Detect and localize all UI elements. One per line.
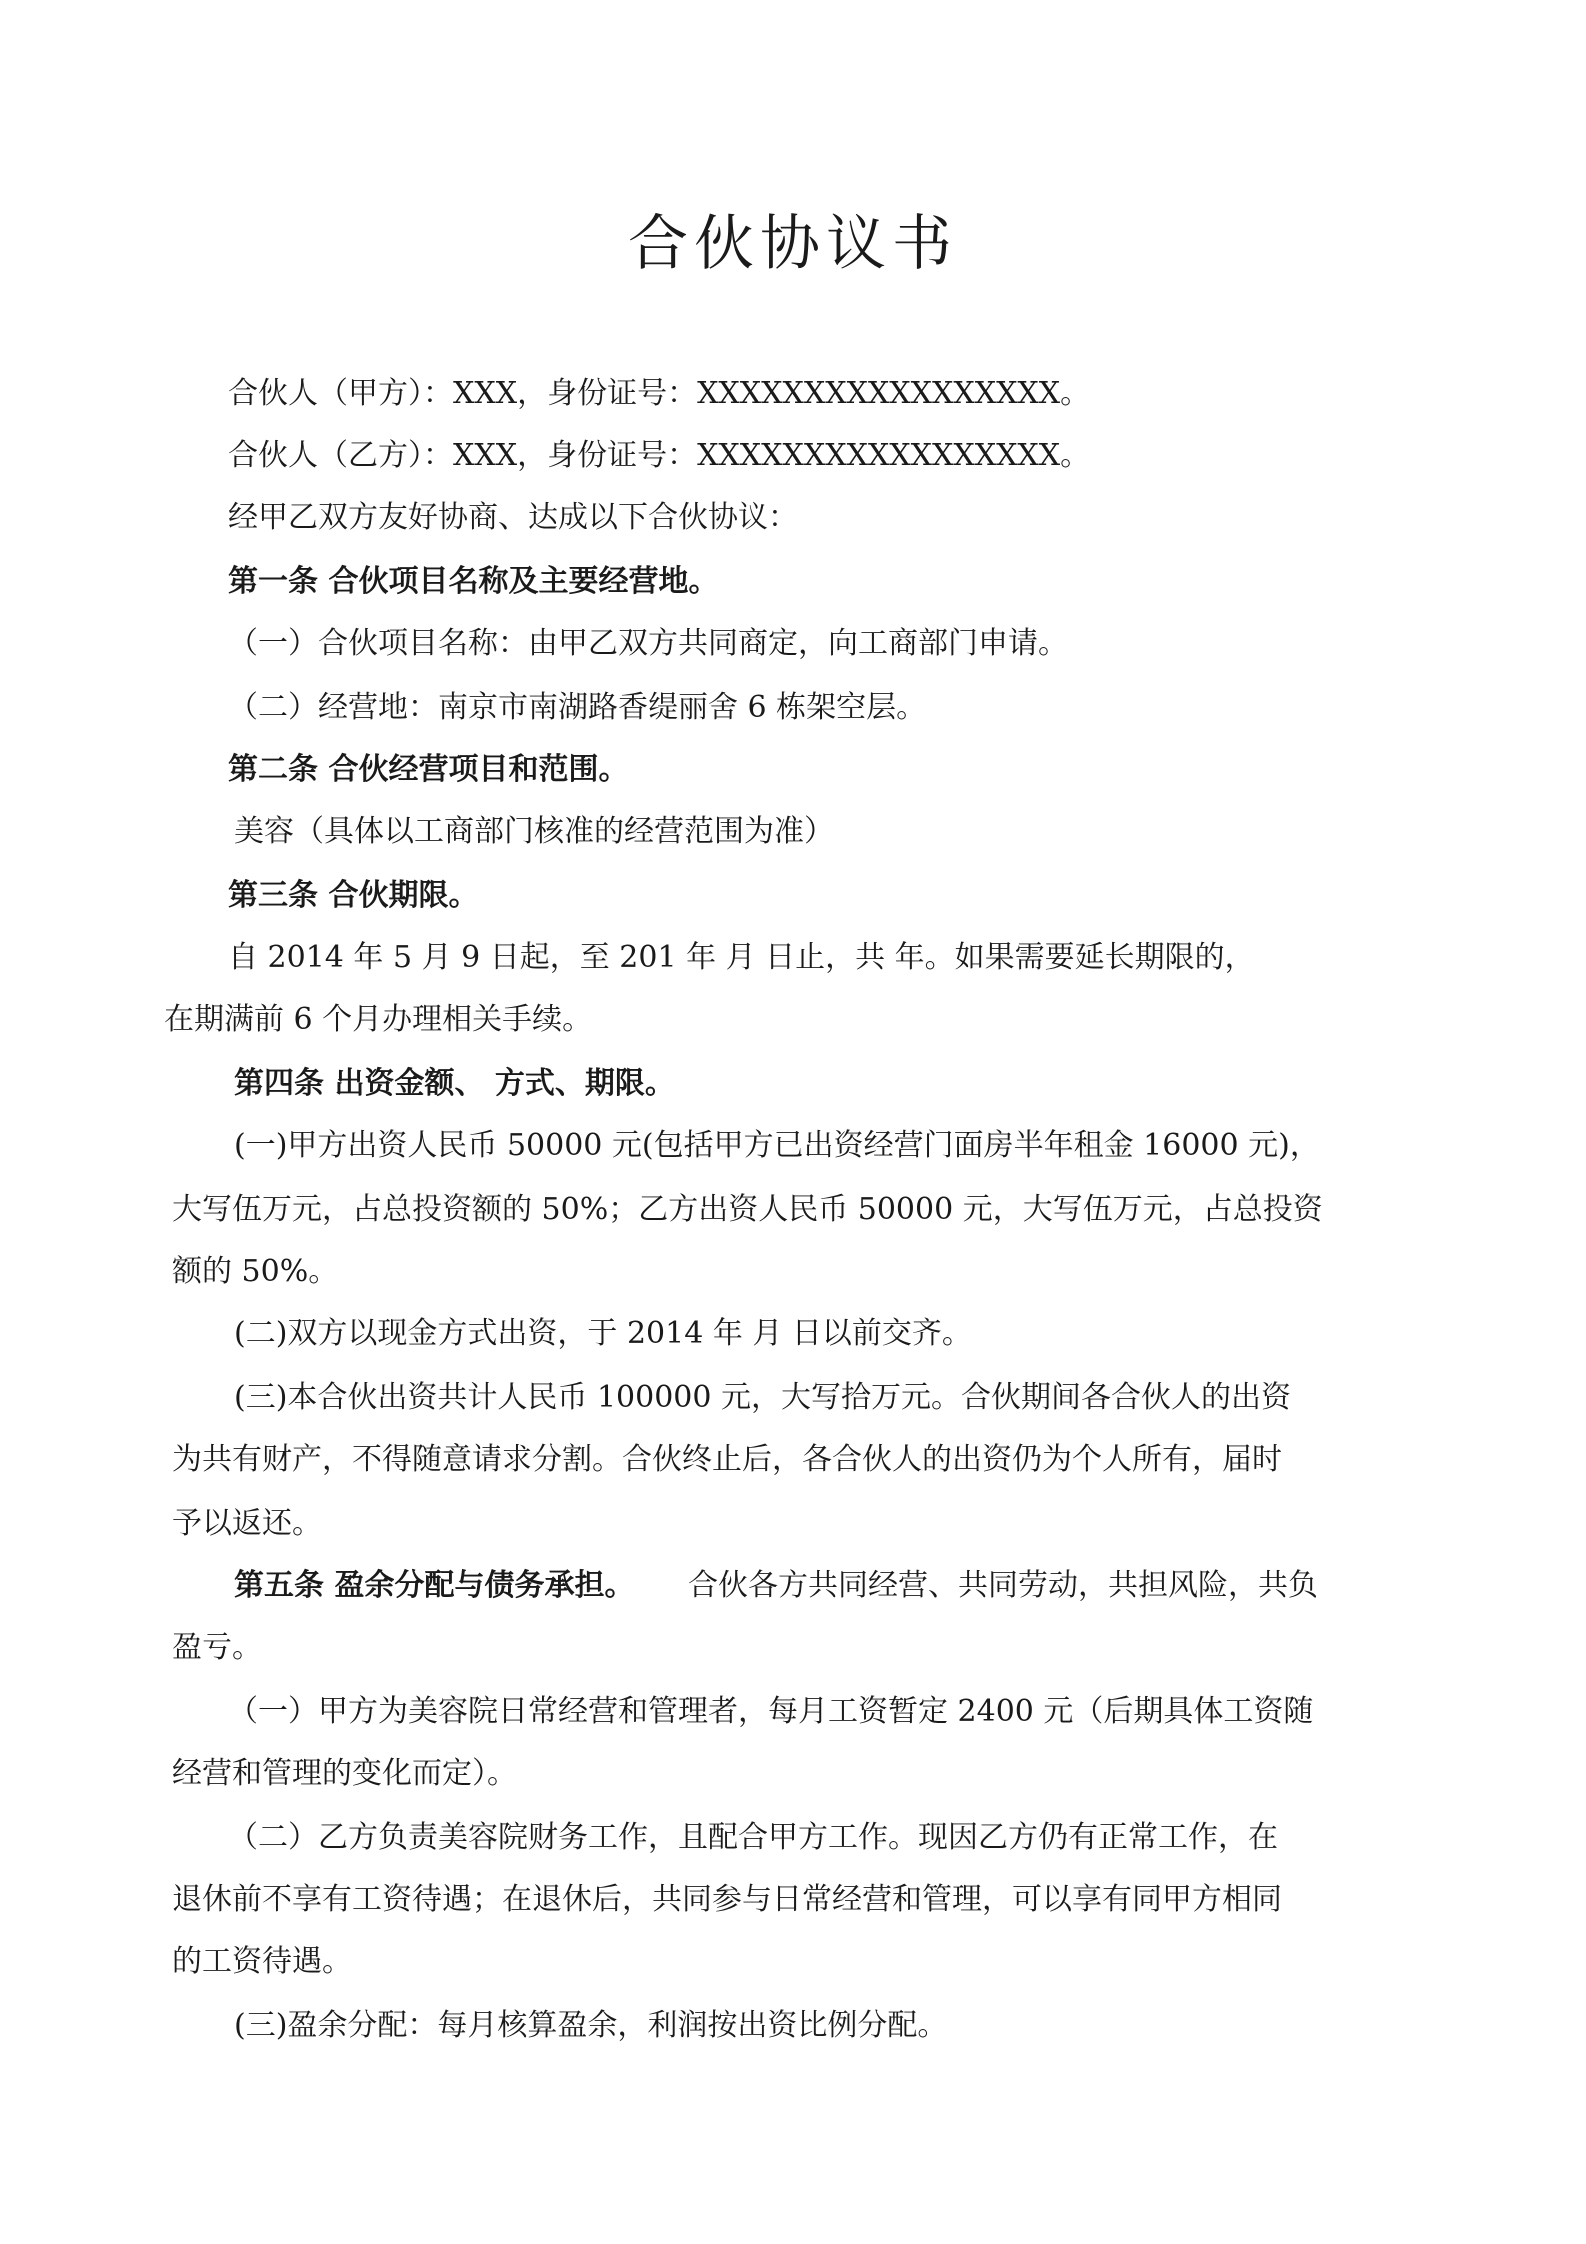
article-5-heading: 第五条 盈余分配与债务承担。 [234,1568,635,1603]
article-4-item-3-line-1: (三)本合伙出资共计人民币 100000 元，大写拾万元。合伙期间各合伙人的出资 [234,1380,1292,1415]
article-5-item-2-line-2: 退休前不享有工资待遇；在退休后，共同参与日常经营和管理，可以享有同甲方相同 [172,1882,1282,1917]
article-1-item-1: （一）合伙项目名称：由甲乙双方共同商定，向工商部门申请。 [228,626,1068,661]
article-3-text-line-1: 自 2014 年 5 月 9 日起，至 201 年 月 日止，共 年。如果需要延长期限的， [228,940,1255,975]
article-3-text-line-2: 在期满前 6 个月办理相关手续。 [164,1002,593,1037]
article-5-text-line-2: 盈亏。 [172,1630,262,1665]
article-1-heading: 第一条 合伙项目名称及主要经营地。 [228,564,719,599]
article-5-item-2-line-1: （二）乙方负责美容院财务工作，且配合甲方工作。现因乙方仍有正常工作，在 [228,1820,1278,1855]
party-b-line: 合伙人（乙方）：XXX，身份证号：XXXXXXXXXXXXXXXXX。 [228,438,1091,473]
article-5-item-2-line-3: 的工资待遇。 [172,1944,352,1979]
article-3-heading: 第三条 合伙期限。 [228,878,479,913]
article-5-item-3: (三)盈余分配：每月核算盈余，利润按出资比例分配。 [234,2008,948,2043]
agreement-intro: 经甲乙双方友好协商、达成以下合伙协议： [228,500,798,535]
article-2-scope: 美容（具体以工商部门核准的经营范围为准） [234,814,834,849]
document-title: 合伙协议书 [628,209,958,279]
party-a-line: 合伙人（甲方）：XXX，身份证号：XXXXXXXXXXXXXXXXX。 [228,376,1091,411]
article-4-item-1-line-2: 大写伍万元，占总投资额的 50%；乙方出资人民币 50000 元，大写伍万元，占总投资 [172,1192,1323,1227]
article-5-item-1-line-1: （一）甲方为美容院日常经营和管理者，每月工资暂定 2400 元（后期具体工资随 [228,1694,1314,1729]
article-4-item-1-line-1: (一)甲方出资人民币 50000 元(包括甲方已出资经营门面房半年租金 16000 元)， [234,1128,1320,1163]
article-5-text-line-1: 合伙各方共同经营、共同劳动，共担风险，共负 [688,1568,1318,1603]
article-4-item-3-line-2: 为共有财产，不得随意请求分割。合伙终止后，各合伙人的出资仍为个人所有，届时 [172,1442,1282,1477]
article-4-heading: 第四条 出资金额、 方式、期限。 [234,1066,675,1101]
article-4-item-3-line-3: 予以返还。 [172,1506,322,1541]
article-4-item-2: (二)双方以现金方式出资，于 2014 年 月 日以前交齐。 [234,1316,972,1351]
article-2-heading: 第二条 合伙经营项目和范围。 [228,752,629,787]
article-1-item-2: （二）经营地：南京市南湖路香缇丽舍 6 栋架空层。 [228,690,927,725]
article-5-item-1-line-2: 经营和管理的变化而定）。 [172,1756,517,1791]
article-4-item-1-line-3: 额的 50%。 [172,1254,339,1289]
